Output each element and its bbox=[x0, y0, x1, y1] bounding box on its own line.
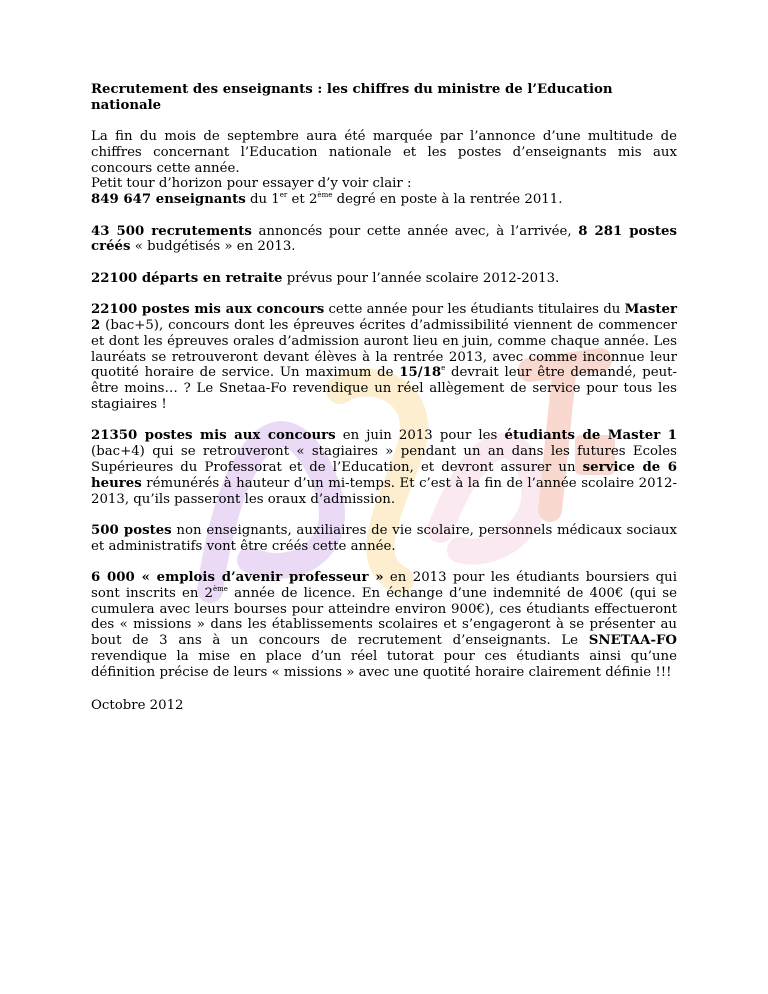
intro-sup-2: ème bbox=[317, 191, 333, 200]
paragraph-500-postes bbox=[91, 523, 677, 555]
retraite-count: 22100 départs en retraite bbox=[91, 270, 283, 286]
intro-sup-1: er bbox=[279, 191, 288, 200]
master2-sup: e bbox=[441, 364, 446, 373]
intro-degree-text-2: et 2 bbox=[287, 192, 318, 208]
emplois-sup: ème bbox=[213, 584, 228, 593]
emplois-text-1: en 2013 pour les étudiants boursiers qui sont inscrits en 2 bbox=[91, 570, 677, 601]
emplois-text-2: année de licence. En échange d’une indemnité de 400€ (qui se cumulera avec leurs bourses pour atteindre environ 900€), ces étudiants effectueront des « missions » dans les établissements scolaires et s’engageront à se présenter au bout de 3 ans à un concours de recrutement d’enseignants. Le bbox=[91, 585, 677, 649]
paragraph-intro bbox=[91, 129, 677, 208]
master2-label: Master 2 bbox=[91, 302, 678, 333]
emplois-count: 6 000 « emplois d’avenir professeur » bbox=[91, 570, 384, 586]
intro-degree-end: degré en poste à la rentrée 2011. bbox=[332, 192, 563, 208]
recrutements-count: 43 500 recrutements bbox=[91, 223, 252, 239]
master1-text-1: en juin 2013 pour les bbox=[335, 428, 505, 444]
snetaa-fo: SNETAA-FO bbox=[588, 633, 677, 649]
paragraph-master1 bbox=[91, 428, 677, 507]
master2-text-1: cette année pour les étudiants titulaires du bbox=[324, 302, 625, 318]
paragraph-recrutements bbox=[91, 224, 677, 256]
intro-text: La fin du mois de septembre aura été marquée par l’annonce d’une multitude de chiffres concernant l’Education nationale et les postes d’enseignants mis aux concours cette année. bbox=[91, 129, 677, 176]
emplois-text-3: revendique la mise en place d’un réel tutorat pour ces étudiants ainsi qu’une définition précise de leurs « missions » avec une quotité horaire clairement définie !!! bbox=[91, 649, 677, 680]
master2-text-3: devrait leur être demandé, peut-être moins… ? Le Snetaa-Fo revendique un réel allègement de service pour tous les stagiaires ! bbox=[91, 365, 677, 412]
recrutements-text-2: « budgétisés » en 2013. bbox=[130, 239, 296, 255]
recrutements-text-1: annoncés pour cette année avec, à l’arrivée, bbox=[251, 223, 579, 239]
master1-label: étudiants de Master 1 bbox=[504, 428, 677, 444]
teachers-count: 849 647 enseignants bbox=[91, 192, 246, 208]
retraite-text: prévus pour l’année scolaire 2012-2013. bbox=[282, 270, 560, 286]
postes500-count: 500 postes bbox=[91, 522, 172, 538]
document-page bbox=[91, 82, 677, 729]
master2-quotite: 15/18 bbox=[399, 365, 442, 381]
master1-service: service de 6 heures bbox=[91, 459, 677, 491]
master2-text-2: (bac+5), concours dont les épreuves écrites d’admissibilité viennent de commencer et dont les épreuves orales d’admission auront lieu en juin, comme chaque année. Les lauréats se retrouveront devant élèves à la rentrée 2013, avec comme inconnue leur quotité horaire de service. Un maximum de bbox=[91, 317, 677, 381]
master1-text-3: rémunérés à hauteur d’un mi-temps. Et c’est à la fin de l’année scolaire 2012-2013, qu’ils passeront les oraux d’admission. bbox=[91, 475, 677, 507]
paragraph-retraite bbox=[91, 271, 677, 287]
document-date: Octobre 2012 bbox=[91, 697, 184, 713]
paragraph-emplois-avenir bbox=[91, 570, 677, 681]
intro-tour: Petit tour d’horizon pour essayer d’y voir clair : bbox=[91, 176, 412, 192]
intro-degree-text-1: du 1 bbox=[245, 192, 280, 208]
master1-postes: 21350 postes mis aux concours bbox=[91, 428, 336, 444]
paragraph-master2 bbox=[91, 302, 677, 413]
master1-text-2: (bac+4) qui se retrouveront « stagiaires » pendant un an dans les futures Ecoles Supérieures du Professorat et de l’Education, et devront assurer un bbox=[91, 444, 677, 475]
postes500-text: non enseignants, auxiliaires de vie scolaire, personnels médicaux sociaux et administratifs vont être créés cette année. bbox=[91, 522, 677, 554]
postes-crees: 8 281 postes créés bbox=[91, 223, 677, 255]
master2-postes: 22100 postes mis aux concours bbox=[91, 302, 325, 318]
document-title: Recrutement des enseignants : les chiffres du ministre de l’Education nationale bbox=[91, 82, 613, 113]
